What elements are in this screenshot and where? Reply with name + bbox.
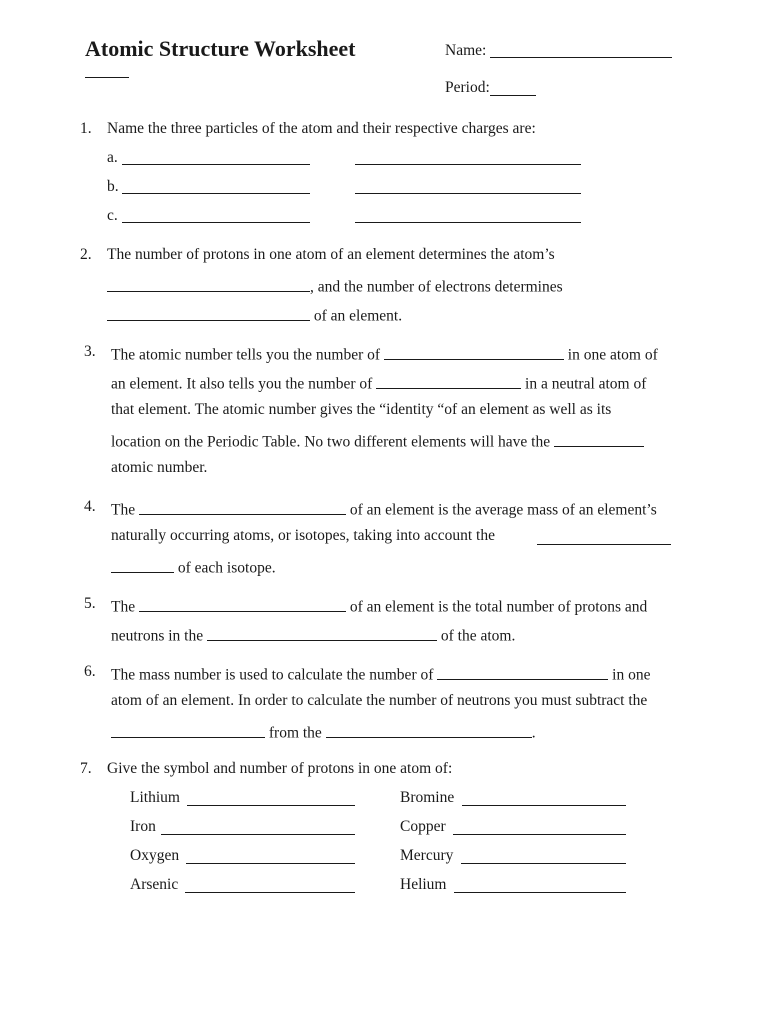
answer-blank-1b-charge[interactable] [355, 193, 581, 194]
answer-blank-2b[interactable] [107, 304, 310, 321]
answer-blank-7-copper[interactable] [453, 834, 626, 835]
answer-blank-6a[interactable] [437, 663, 608, 680]
answer-blank-3a[interactable] [384, 343, 564, 360]
answer-blank-7-iron[interactable] [161, 834, 355, 835]
answer-blank-4a[interactable] [139, 498, 346, 515]
question-text: an element. It also tells you the number of [111, 375, 373, 393]
question-text-line [111, 624, 515, 646]
period-field[interactable] [490, 95, 536, 96]
answer-blank-3b[interactable] [376, 372, 521, 389]
answer-blank-1c-particle[interactable] [122, 222, 310, 223]
question-number: 7. [80, 760, 92, 777]
element-label: Mercury [400, 847, 454, 864]
question-text: naturally occurring atoms, or isotopes, taking into account the [111, 527, 495, 544]
question-text: atom of an element. In order to calculate the number of neutrons you must subtract the [111, 692, 648, 709]
question-text-line [111, 498, 657, 520]
answer-blank-1b-particle[interactable] [122, 193, 310, 194]
name-label: Name: [445, 42, 487, 59]
question-text-line [111, 372, 646, 394]
answer-blank-1a-charge[interactable] [355, 164, 581, 165]
answer-blank-4b-end[interactable] [111, 556, 174, 573]
question-text: of each isotope. [177, 559, 276, 577]
question-number: 4. [84, 498, 96, 515]
question-text: . [531, 724, 536, 742]
question-text: neutrons in the [111, 627, 204, 645]
element-label: Copper [400, 818, 446, 835]
question-text-line [111, 556, 276, 578]
answer-blank-2a[interactable] [107, 275, 310, 292]
question-number: 1. [80, 120, 92, 137]
page-title: Atomic Structure Worksheet [85, 36, 356, 61]
question-text-line [111, 595, 647, 617]
option-letter-a: a. [107, 149, 118, 166]
element-label: Arsenic [130, 876, 179, 893]
period-label: Period: [445, 79, 490, 96]
question-text-line [111, 663, 650, 685]
answer-blank-5b[interactable] [207, 624, 437, 641]
question-text: The atomic number tells you the number of [111, 346, 381, 364]
answer-blank-3c[interactable] [554, 430, 644, 447]
answer-blank-7-mercury[interactable] [461, 863, 626, 864]
answer-blank-5a[interactable] [139, 595, 346, 612]
answer-blank-7-lithium[interactable] [187, 805, 355, 806]
question-text: location on the Periodic Table. No two different elements will have the [111, 433, 551, 451]
question-text: in one [612, 666, 651, 684]
question-text: The [111, 598, 136, 616]
question-text: in one atom of [567, 346, 658, 364]
question-text: of the atom. [440, 627, 516, 645]
question-text-line [111, 430, 644, 452]
question-text: of an element. [313, 307, 403, 325]
question-text: from the [268, 724, 322, 742]
question-text: The [111, 501, 136, 519]
question-number: 2. [80, 246, 92, 263]
question-text: of an element is the total number of protons and [349, 598, 648, 616]
question-text-line [111, 343, 658, 365]
question-text: atomic number. [111, 459, 208, 476]
option-letter-b: b. [107, 178, 119, 195]
question-text: that element. The atomic number gives the “identity “of an element as well as its [111, 401, 612, 418]
question-text: The number of protons in one atom of an element determines the atom’s [107, 246, 555, 263]
question-text: The mass number is used to calculate the number of [111, 666, 434, 684]
element-label: Helium [400, 876, 447, 893]
question-text: in a neutral atom of [525, 375, 647, 393]
answer-blank-7-arsenic[interactable] [185, 892, 355, 893]
question-text: of an element is the average mass of an element’s [349, 501, 657, 519]
name-field[interactable] [490, 57, 672, 58]
question-text-line [107, 275, 563, 297]
answer-blank-7-oxygen[interactable] [186, 863, 355, 864]
option-letter-c: c. [107, 207, 118, 224]
question-number: 6. [84, 663, 96, 680]
question-text-line [111, 721, 536, 743]
question-number: 3. [84, 343, 96, 360]
element-label: Bromine [400, 789, 455, 806]
answer-blank-1c-charge[interactable] [355, 222, 581, 223]
element-label: Lithium [130, 789, 180, 806]
answer-blank-7-bromine[interactable] [462, 805, 626, 806]
question-text: , and the number of electrons determines [310, 278, 563, 296]
question-text: Give the symbol and number of protons in one atom of: [107, 760, 453, 777]
answer-blank-1a-particle[interactable] [122, 164, 310, 165]
question-number: 5. [84, 595, 96, 612]
answer-blank-4b-start[interactable] [537, 544, 671, 545]
question-text: Name the three particles of the atom and their respective charges are: [107, 120, 536, 137]
answer-blank-6b[interactable] [111, 721, 265, 738]
element-label: Oxygen [130, 847, 180, 864]
question-text-line [107, 304, 402, 326]
element-label: Iron [130, 818, 156, 835]
title-underline [85, 77, 129, 78]
answer-blank-7-helium[interactable] [454, 892, 626, 893]
answer-blank-6c[interactable] [326, 721, 532, 738]
